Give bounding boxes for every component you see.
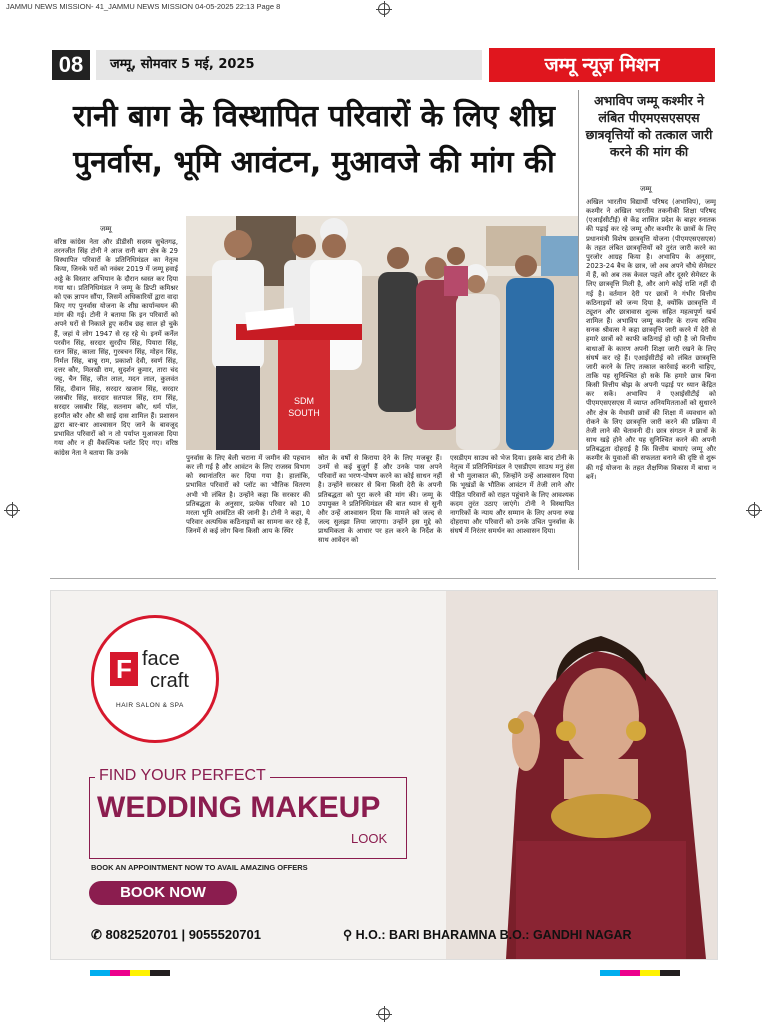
ad-contact-row [91, 927, 261, 943]
registration-mark-icon [6, 504, 18, 516]
main-headline [54, 94, 574, 186]
side-story-body: अखिल भारतीय विद्यार्थी परिषद (अभाविप), जम्मू कश्मीर ने अखिल भारतीय तकनीकी शिक्षा परिषद (एआईसीटीई) से केंद्र शासित प्रदेश के बाहर स्नातक की पढ़ाई कर रहे जम्मू और कश्मीर के छात्रों के लिए प्रधानमंत्री विशेष छात्रवृत्ति योजना (पीएमएसएसएस) के तहत लंबित छात्रवृत्तियों को तुरंत जारी करने का पुरजोर आग्रह किया है। अभाविप के अनुसार, 2023-24 बैच के छात्र, जो अब अपने चौथे सेमेस्टर में हैं, को अब तक केवल पहले और दूसरे सेमेस्टर के लिए छात्रवृत्ति मिली है, और आगे कोई राशि नहीं दी गई है। वर्तमान देरी पर छात्रों ने गंभीर वित्तीय कठिनाइयों को जन्म दिया है, क्योंकि छात्रवृत्ति में ट्यूशन और छात्रावास शुल्क सहित महत्वपूर्ण खर्च शामिल हैं। अभाविप जम्मू कश्मीर के राज्य सचिव सनक श्रीवत्स ने कहा छात्रवृत्ति जारी करने में देरी से हमारे छात्रों को काफी कठिनाई हो रही है जो वित्तीय बाधाओं के कारण अपनी शिक्षा जारी रखने के लिए संघर्ष कर रहे हैं। एआईसीटीई को लंबित छात्रवृत्ति जारी करने के लिए तत्काल कार्रवाई करनी चाहिए, ताकि यह सुनिश्चित हो सके कि हमारे छात्र बिना किसी वित्तीय बोझ के अपनी पढ़ाई पर ध्यान केंद्रित कर सकें। अभाविप ने एआईसीटीई को पीएमएसएसएस में व्याप्त अनियमितताओं को सुधारने और क्षेत्र के मेधावी छात्रों की शिक्षा में व्यवधान को रोकने के लिए छात्रवृत्ति जारी करने की प्रक्रिया में तेजी लाने की चेतावनी दी। छात्र संगठन ने छात्रों के साथ खड़े होने और यह सुनिश्चित करने की अपनी प्रतिबद्धता दोहराई है कि वित्तीय बाधाएं जम्मू और कश्मीर के युवाओं की सफलता बनाने की दृष्टि से शुरू की गई योजना के तहत शैक्षणिक विकास में बाधा न बनें। [586, 198, 716, 481]
bride-model-image [446, 591, 717, 959]
main-story-column-2: पुनर्वास के लिए बेली चराना में जमीन की पहचान कर ली गई है और आवंटन के लिए राजस्व विभाग को स्थानांतरित कर दिया गया है। हालांकि, प्रभावित परिवारों को प्लॉट का भौतिक वितरण अभी भी लंबित है। उन्होंने कहा कि सरकार की प्रतिबद्धता के अनुसार, प्रत्येक परिवार को 10 मरला भूमि आवंटित की जानी है। टोनी ने कहा, ये परिवार अत्यधिक कठिनाइयों का सामना कर रहे हैं, जिनमें से कई लोग बिना किसी आय के स्थिर [186, 454, 310, 536]
main-story-column-3: स्रोत के वर्षों से किराया देने के लिए मजबूर हैं। उनमें से कई बुजुर्ग हैं और उनके पास अपने परिवारों का भरण-पोषण करने का कोई साधन नहीं है। उन्होंने सरकार से बिना किसी देरी के अपनी प्रतिबद्धता को पूरा करने की मांग की। जम्मू के उपायुक्त ने प्रतिनिधिमंडल की बात ध्यान से सुनी और उन्हें आश्वासन दिया कि मामले को जल्द से जल्द सुलझा लिया जाएगा। उन्होंने इस मुद्दे को प्राथमिकता के आधार पर हल करने के निर्देश के साथ आवेदन को [318, 454, 442, 545]
brand-tagline: HAIR SALON & SPA [116, 702, 184, 709]
news-photo [186, 216, 578, 450]
phone-icon: ✆ [91, 927, 102, 942]
main-headline-line1: रानी बाग के विस्थापित परिवारों के लिए शीघ्र [73, 99, 555, 134]
dateline: जम्मू, सोमवार 5 मई, 2025 [96, 50, 482, 80]
location-pin-icon: ⚲ [343, 928, 353, 942]
main-story-column-4: एसडीएम साउथ को भेज दिया। इसके बाद टोनी के नेतृत्व में प्रतिनिधिमंडल ने एसडीएम साउथ मनु हंस से भी मुलाकात की, जिन्होंने उन्हें आश्वासन दिया कि भूखंडों के भौतिक आवंटन में तेजी लाने और पीड़ित परिवारों को राहत पहुंचाने के लिए आवश्यक कदम तुरंत उठाए जाएंगे। टोनी ने विस्थापित नागरिकों के न्याय और सम्मान के लिए अपना रुख दोहराया और परिवारों को उनके उचित पुनर्वास के संघर्ष में निरंतर समर्थन का आश्वासन दिया। [450, 454, 574, 536]
logo-f-icon: F [110, 652, 138, 686]
address: H.O.: BARI BHARAMNA B.O.: GANDHI NAGAR [355, 928, 632, 942]
brand-name-line2: craft [150, 670, 189, 692]
registration-mark-icon [748, 504, 760, 516]
masthead: जम्मू न्यूज़ मिशन [489, 48, 715, 82]
color-calibration-bar [90, 970, 170, 976]
phone-numbers: 8082520701 | 9055520701 [105, 927, 261, 942]
side-story-headline: अभाविप जम्मू कश्मीर ने लंबित पीएमएसएसएस छात्रवृत्तियों को तत्काल जारी करने की मांग की [585, 93, 713, 159]
brand-name-line1: face [142, 648, 180, 670]
delegation-photo [186, 216, 578, 450]
ad-headline-big: WEDDING MAKEUP [97, 791, 381, 824]
registration-mark-icon [378, 1008, 390, 1020]
facecraft-logo [91, 615, 219, 743]
main-story-column-1: वरिष्ठ कांग्रेस नेता और डीडीसी सदस्य सुचेतगढ़, तरनजीत सिंह टोनी ने आज रानी बाग क्षेत्र के 29 विस्थापित परिवारों के प्रतिनिधिमंडल का नेतृत्व किया, जिनके घरों को नवंबर 2019 में जम्मू हवाई अड्डे के विस्तार अभियान के दौरान ध्वस्त कर दिया गया था। प्रतिनिधिमंडल ने जम्मू के डिप्टी कमिश्नर को एक ज्ञापन सौंपा, जिसमें अधिकारियों द्वारा वादा किए गए पुनर्वास योजना के शीघ्र कार्यान्वयन की मांग की गई। टोनी ने बताया कि इन परिवारों को अपने घरों से निकाले हुए करीब छह साल हो चुके हैं, जहां ये लोग 1947 से रह रहे थे। इनमें कर्नेल परवीन सिंह, सरदार सुरदीप सिंह, पियारा सिंह, रतन सिंह, काला सिंह, गुरबचन सिंह, मोहन सिंह, निर्मल सिंह, बाबू राम, प्रकाशो देवी, स्वर्ण सिंह, दत्तर कौर, मिलखी राम, सुदर्शन कुमार, तारा चंद जट्ट, चैन सिंह, जीत लाल, मदन लाल, कुलवंत सिंह, दीवान सिंह, सरदार खजान सिंह, सरदार जसबीर सिंह, सरदार सतपाल सिंह, राम सिंह, सरदार जसबीर सिंह, सतनाम कौर, धर्म पॉल, हरमीत कौर और श्री साई दास शामिल हैं। प्रशासन द्वारा बार-बार आश्वासन दिए जाने के बावजूद प्रभावित परिवारों को न तो पर्याप्त मुआवजा दिया गया और न ही वैकल्पिक प्लॉट दिए गए। वरिष्ठ कांग्रेस नेता ने बताया कि उनके [54, 238, 178, 457]
ad-subline: BOOK AN APPOINTMENT NOW TO AVAIL AMAZING OFFERS [91, 863, 308, 872]
main-story-byline: जम्मू [100, 225, 112, 233]
page-number: 08 [52, 50, 90, 80]
column-divider [578, 90, 579, 570]
color-calibration-bar [600, 970, 680, 976]
ad-headline-end: LOOK [351, 831, 388, 846]
section-divider [50, 578, 716, 579]
main-headline-line2: पुनर्वास, भूमि आवंटन, मुआवजे की मांग की [73, 145, 555, 180]
ad-address-row [343, 927, 632, 942]
book-now-button[interactable]: BOOK NOW [89, 881, 237, 905]
podium-text-1: SDM [294, 396, 314, 406]
registration-mark-icon [378, 3, 390, 15]
facecraft-advertisement [50, 590, 718, 960]
print-slug: JAMMU NEWS MISSION- 41_JAMMU NEWS MISSION 04-05-2025 22:13 Page 8 [6, 2, 281, 11]
side-story-byline: जम्मू [640, 185, 652, 193]
ad-headline-small: FIND YOUR PERFECT [95, 767, 270, 785]
podium-text-2: SOUTH [288, 408, 320, 418]
